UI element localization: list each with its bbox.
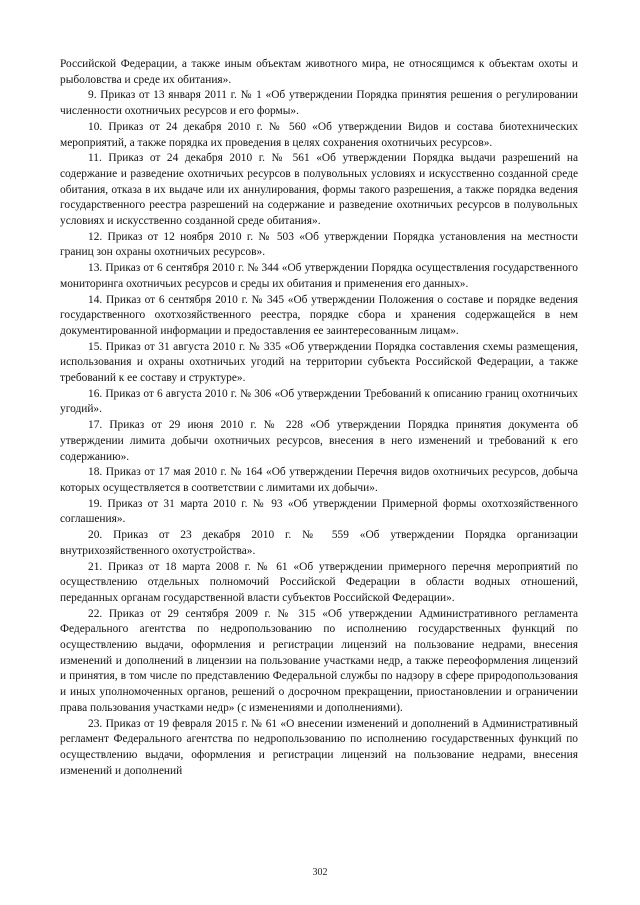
list-item-23: 23. Приказ от 19 февраля 2015 г. № 61 «О внесении изменений и дополнений в Административный регламент Федерального агентства по недропользованию по исполнению государственных функций по осуществлению выдачи, оформления и регистрации лицензий на пользование недрами, внесения изменений и дополнений — [60, 717, 578, 777]
list-item-11: 11. Приказ от 24 декабря 2010 г. № 561 «Об утверждении Порядка выдачи разрешений на содержание и разведение охотничьих ресурсов в полувольных условиях и искусственно созданной среде обитания, отказа в их выдаче или их аннулирования, формы такого разрешения, а также порядка ведения государственного реестра разрешений на содержание и разведение охотничьих ресурсов в полувольных условиях и искусственно созданной среде обитания». — [60, 152, 578, 228]
list-item-13: 13. Приказ от 6 сентября 2010 г. № 344 «Об утверждении Порядка осуществления государственного мониторинга охотничьих ресурсов и среды их обитания и применения его данных». — [60, 262, 578, 290]
list-item-22: 22. Приказ от 29 сентября 2009 г. № 315 «Об утверждении Административного регламента Федерального агентства по недропользованию по исполнению государственных функций по осуществлению выдачи, оформления и регистрации лицензий на пользование недрами, внесения изменений и дополнений в лицензии на пользование участками недр, а также переоформления лицензий и принятия, в том числе по представлению Федеральной службы по надзору в сфере природопользования и иных уполномоченных органов, решений о досрочном прекращении, приостановлении и ограничении права пользования участками недр» (с изменениями и дополнениями). — [60, 607, 578, 714]
list-item-9: 9. Приказ от 13 января 2011 г. № 1 «Об утверждении Порядка принятия решения о регулировании численности охотничьих ресурсов и его формы». — [60, 89, 578, 118]
list-item-12: 12. Приказ от 12 ноября 2010 г. № 503 «Об утверждении Порядка установления на местности границ зон охраны охотничьих ресурсов». — [60, 230, 578, 259]
list-item-19: 19. Приказ от 31 марта 2010 г. № 93 «Об утверждении Примерной формы охотхозяйственного соглашения». — [60, 497, 578, 526]
list-item-15: 15. Приказ от 31 августа 2010 г. № 335 «Об утверждении Порядка составления схемы размещения, использования и охраны охотничьих угодий на территории субъекта Российской Федерации, а также требований к ее составу и структуре». — [60, 340, 578, 385]
list-item-20: 20. Приказ от 23 декабря 2010 г. № 559 «Об утверждении Порядка организации внутрихозяйственного охотустройства». — [60, 529, 578, 557]
list-item-21: 21. Приказ от 18 марта 2008 г. № 61 «Об утверждении примерного перечня мероприятий по осуществлению отдельных полномочий Российской Федерации в области водных отношений, переданных органам государственной власти субъектов Российской Федерации». — [60, 560, 578, 604]
list-item-10: 10. Приказ от 24 декабря 2010 г. № 560 «Об утверждении Видов и состава биотехнических мероприятий, а также порядка их проведения в целях сохранения охотничьих ресурсов». — [60, 120, 578, 149]
list-item-17: 17. Приказ от 29 июня 2010 г. № 228 «Об утверждении Порядка принятия документа об утверждении лимита добычи охотничьих ресурсов, внесения в него изменений и требований к его содержанию». — [60, 419, 578, 463]
document-body — [60, 57, 578, 779]
continuation-paragraph: Российской Федерации, а также иным объектам животного мира, не относящимся к объектам охоты и рыболовства и среде их обитания». — [60, 58, 578, 86]
list-item-18: 18. Приказ от 17 мая 2010 г. № 164 «Об утверждении Перечня видов охотничьих ресурсов, добыча которых осуществляется в соответствии с лимитами их добычи». — [60, 466, 578, 494]
list-item-14: 14. Приказ от 6 сентября 2010 г. № 345 «Об утверждении Положения о составе и порядке ведения государственного охотхозяйственного реестра, порядке сбора и хранения содержащейся в нем документированной информации и предоставления ее заинтересованным лицам». — [60, 293, 578, 337]
list-item-16: 16. Приказ от 6 августа 2010 г. № 306 «Об утверждении Требований к описанию границ охотничьих угодий». — [60, 387, 578, 416]
page-number: 302 — [312, 867, 328, 878]
